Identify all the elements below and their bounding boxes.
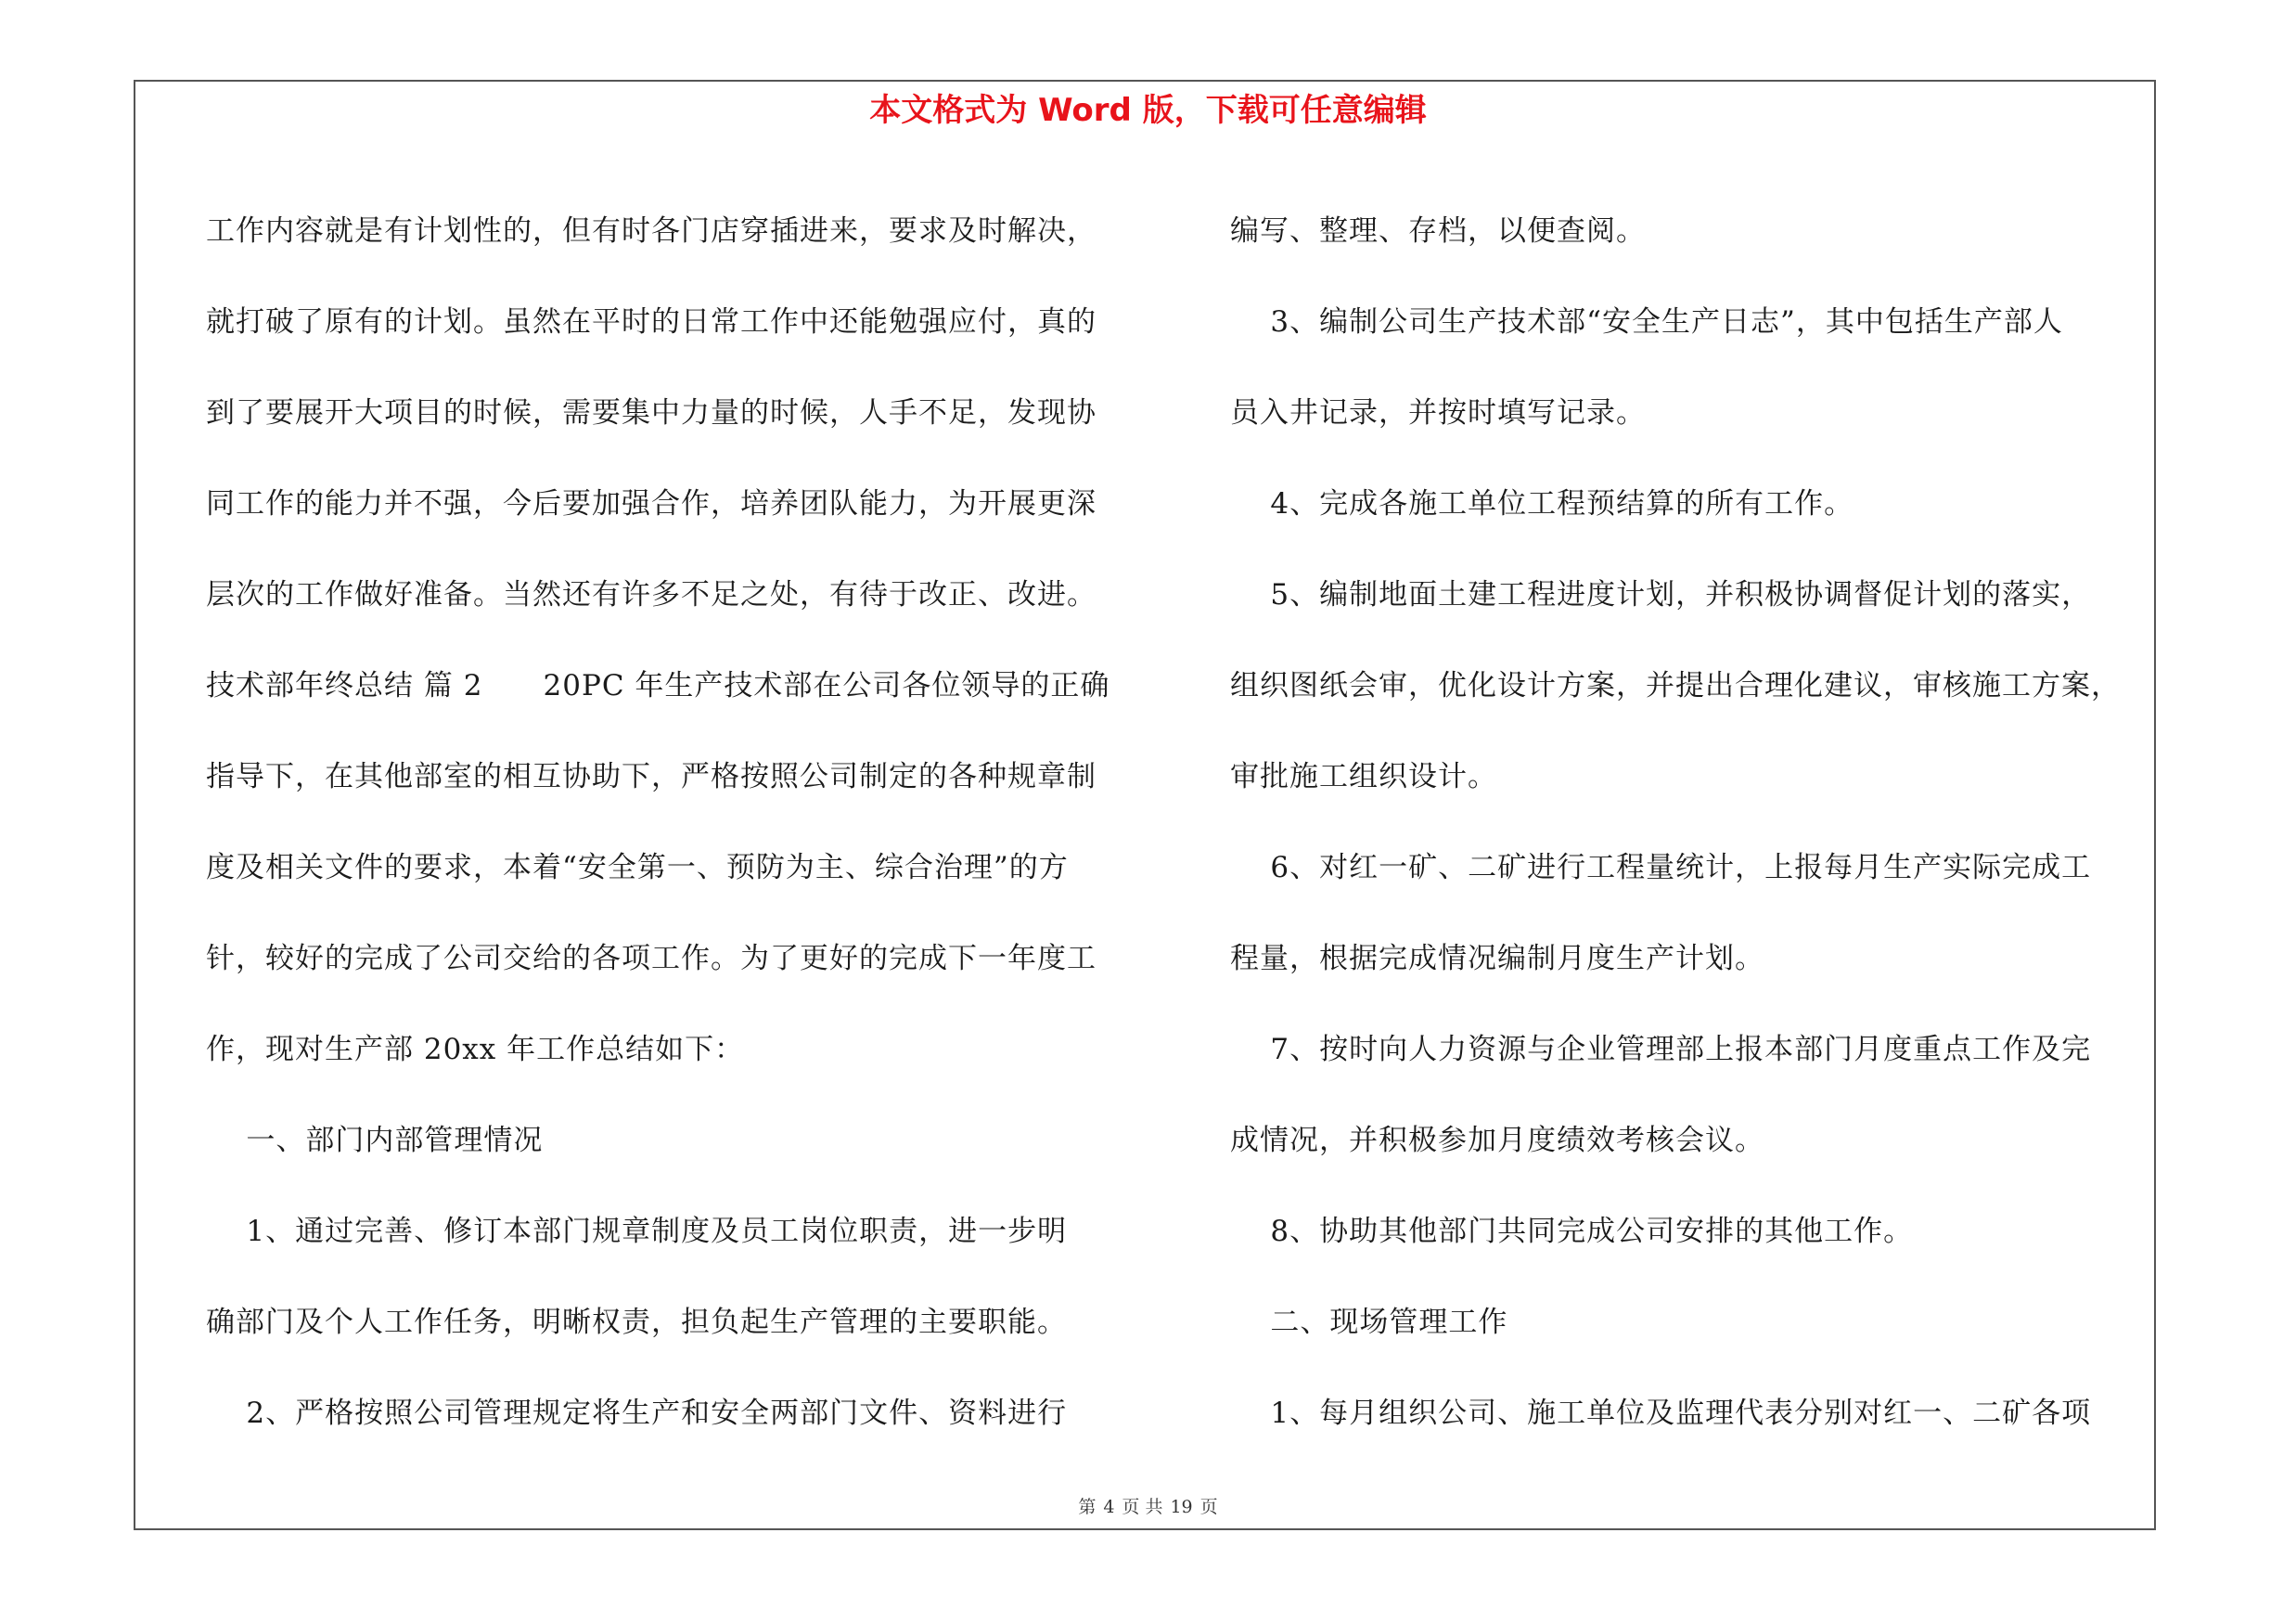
- left-line-14: 2、严格按照公司管理规定将生产和安全两部门文件、资料进行: [206, 1397, 1068, 1430]
- left-line-10: 作，现对生产部 20xx 年工作总结如下：: [206, 1033, 745, 1066]
- right-line-7: 审批施工组织设计。: [1230, 760, 1497, 793]
- right-line-2: 3、编制公司生产技术部“安全生产日志”，其中包括生产部人: [1230, 305, 2063, 339]
- left-text-column: [206, 186, 1152, 1459]
- right-line-9: 程量，根据完成情况编制月度生产计划。: [1230, 942, 1764, 975]
- left-line-9: 针，较好的完成了公司交给的各项工作。为了更好的完成下一年度工: [206, 942, 1097, 975]
- right-line-11: 成情况，并积极参加月度绩效考核会议。: [1230, 1124, 1764, 1157]
- footer-suffix: 页: [1199, 1497, 1218, 1517]
- left-line-13: 确部门及个人工作任务，明晰权责，担负起生产管理的主要职能。: [206, 1306, 1067, 1339]
- left-line-7: 指导下，在其他部室的相互协助下，严格按照公司制定的各种规章制: [206, 760, 1097, 793]
- left-line-2: 就打破了原有的计划。虽然在平时的日常工作中还能勉强应付，真的: [206, 305, 1097, 339]
- left-line-11: 一、部门内部管理情况: [206, 1124, 544, 1157]
- right-line-6: 组织图纸会审，优化设计方案，并提出合理化建议，审核施工方案，: [1230, 669, 2121, 702]
- left-line-4: 同工作的能力并不强，今后要加强合作，培养团队能力，为开展更深: [206, 487, 1097, 521]
- page-number-footer: [0, 1494, 2296, 1520]
- left-line-6: 技术部年终总结 篇 2 20PC 年生产技术部在公司各位领导的正确: [206, 669, 1110, 702]
- footer-prefix: 第: [1078, 1497, 1097, 1517]
- left-line-5: 层次的工作做好准备。当然还有许多不足之处，有待于改正、改进。: [206, 578, 1097, 612]
- right-line-14: 1、每月组织公司、施工单位及监理代表分别对红一、二矿各项: [1230, 1397, 2092, 1430]
- left-line-3: 到了要展开大项目的时候，需要集中力量的时候，人手不足，发现协: [206, 396, 1097, 430]
- right-line-3: 员入井记录，并按时填写记录。: [1230, 396, 1646, 430]
- footer-current-page: 4: [1103, 1497, 1115, 1517]
- footer-total-pages: 19: [1170, 1497, 1193, 1517]
- right-line-8: 6、对红一矿、二矿进行工程量统计，上报每月生产实际完成工: [1230, 851, 2092, 884]
- left-line-12: 1、通过完善、修订本部门规章制度及员工岗位职责，进一步明: [206, 1215, 1068, 1248]
- right-line-1: 编写、整理、存档，以便查阅。: [1230, 214, 1646, 248]
- right-line-13: 二、现场管理工作: [1230, 1306, 1508, 1339]
- right-text-column: [1230, 186, 2158, 1459]
- right-line-5: 5、编制地面土建工程进度计划，并积极协调督促计划的落实，: [1230, 578, 2092, 612]
- right-line-10: 7、按时向人力资源与企业管理部上报本部门月度重点工作及完: [1230, 1033, 2092, 1066]
- footer-middle: 页 共: [1122, 1497, 1163, 1517]
- format-notice-banner: 本文格式为 Word 版，下载可任意编辑: [869, 92, 1427, 129]
- right-line-4: 4、完成各施工单位工程预结算的所有工作。: [1230, 487, 1854, 521]
- right-line-12: 8、协助其他部门共同完成公司安排的其他工作。: [1230, 1215, 1914, 1248]
- left-line-1: 工作内容就是有计划性的，但有时各门店穿插进来，要求及时解决，: [206, 214, 1097, 248]
- left-line-8: 度及相关文件的要求，本着“安全第一、预防为主、综合治理”的方: [206, 851, 1069, 884]
